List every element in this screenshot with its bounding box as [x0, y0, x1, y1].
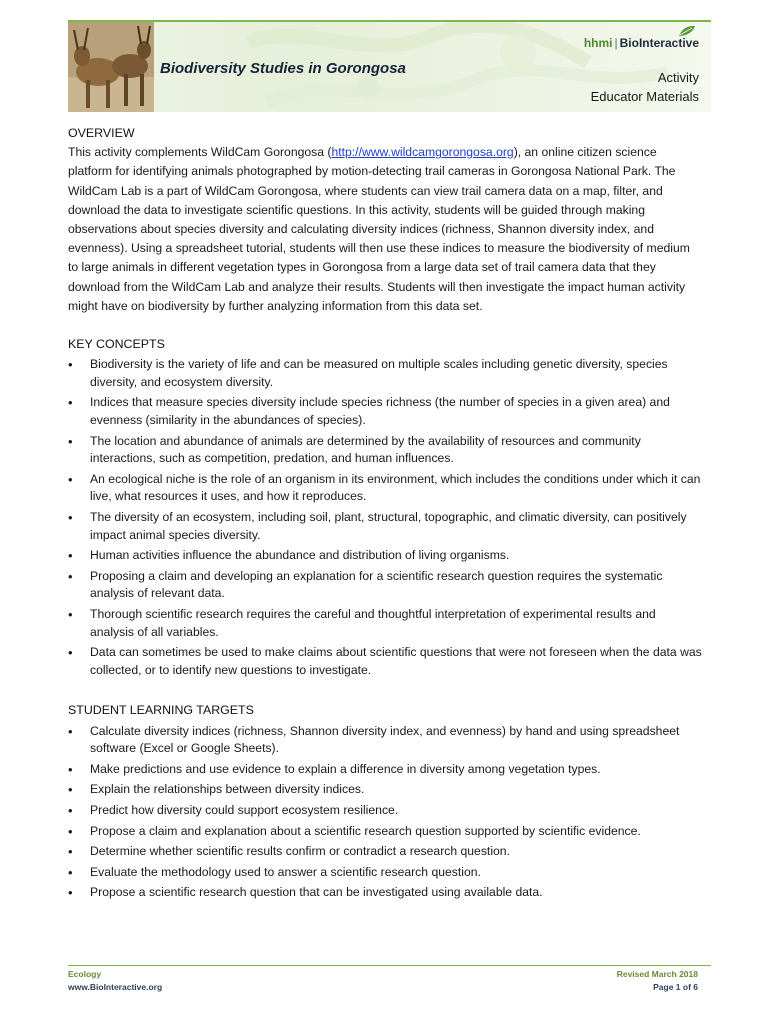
wildcam-link[interactable]: http://www.wildcamgorongosa.org [331, 145, 514, 160]
footer-rule [68, 965, 711, 966]
logo-biointeractive: BioInteractive [619, 36, 699, 50]
list-item: • Biodiversity is the variety of life and can be measured on multiple scales including genetic diversity, species diversity, and ecosystem diversity. [68, 356, 702, 391]
footer-website[interactable]: www.BioInteractive.org [68, 982, 163, 992]
overview-heading: OVERVIEW [68, 126, 135, 140]
list-item: • Thorough scientific research requires the careful and thoughtful interpretation of experimental results and analysis of all variables. [68, 606, 702, 641]
document-body [68, 124, 702, 905]
list-item: • Propose a scientific research question that can be investigated using available data. [68, 884, 702, 902]
list-item: • Human activities influence the abundance and distribution of living organisms. [68, 547, 702, 565]
footer-revised: Revised March 2018 [616, 969, 698, 979]
list-item: • Evaluate the methodology used to answer a scientific research question. [68, 864, 702, 882]
list-item: • Explain the relationships between diversity indices. [68, 781, 702, 799]
key-concepts-heading: KEY CONCEPTS [68, 337, 165, 352]
list-item: • Calculate diversity indices (richness, Shannon diversity index, and evenness) by hand and using spreadsheet software (Excel or Google Sheets). [68, 723, 702, 758]
footer-right [617, 968, 698, 994]
list-item: • Data can sometimes be used to make claims about scientific questions that were not foreseen when the data was collected, or to identify new questions to investigate. [68, 644, 702, 679]
logo-hhmi: hhmi [583, 36, 613, 50]
document-title: Biodiversity Studies in Gorongosa [160, 60, 406, 77]
antelope-photo [68, 22, 154, 112]
label-activity: Activity [657, 70, 699, 85]
logo-separator: | [614, 36, 618, 50]
footer-page-number: Page 1 of 6 [653, 982, 698, 992]
key-concepts-list [68, 356, 702, 679]
overview-text-start: This activity complements WildCam Gorongosa ( [68, 145, 332, 160]
overview-paragraph [68, 143, 702, 316]
list-item: • An ecological niche is the role of an organism in its environment, which includes the conditions under which it can live, what resources it uses, and how it reproduces. [68, 471, 702, 506]
overview-text-end: ), an online citizen science platform for identifying animals photographed by motion-detecting trail cameras in Gorongosa National Park. The WildCam Lab is a part of WildCam Gorongosa, where students can view trail camera data on a map, filter, and download the data to investigate scientific questions. In this activity, students will be guided through making observations about species diversity and calculating diversity indices (richness, Shannon diversity index, and evenness). Using a spreadsheet tutorial, students will then use these indices to measure the biodiversity of medium to large animals in different vegetation types in Gorongosa from a large data set of trail camera data that they download from the WildCam Lab and analyze their results. Students will then investigate the impact human activity might have on biodiversity by further analyzing information from this data set. [68, 145, 690, 313]
hhmi-biointeractive-logo [584, 36, 699, 50]
footer-subject: Ecology [68, 969, 102, 979]
label-educator-materials: Educator Materials [590, 89, 699, 104]
document-header [68, 20, 711, 112]
list-item: • Indices that measure species diversity include species richness (the number of species in a given area) and evenness (similarity in the abundances of species). [68, 394, 702, 429]
list-item: • Propose a claim and explanation about a scientific research question supported by scientific evidence. [68, 823, 702, 841]
learning-targets-list [68, 723, 702, 902]
footer-left [68, 968, 162, 994]
list-item: • Proposing a claim and developing an explanation for a scientific research question requires the systematic analysis of relevant data. [68, 568, 702, 603]
list-item: • The diversity of an ecosystem, including soil, plant, structural, topographic, and climatic diversity, can positively impact animal species diversity. [68, 509, 702, 544]
list-item: • Determine whether scientific results confirm or contradict a research question. [68, 843, 702, 861]
list-item: • Make predictions and use evidence to explain a difference in diversity among vegetation types. [68, 761, 702, 779]
list-item: • The location and abundance of animals are determined by the availability of resources and community interactions, such as competition, predation, and human influences. [68, 433, 702, 468]
learning-targets-heading: STUDENT LEARNING TARGETS [68, 703, 254, 718]
list-item: • Predict how diversity could support ecosystem resilience. [68, 802, 702, 820]
